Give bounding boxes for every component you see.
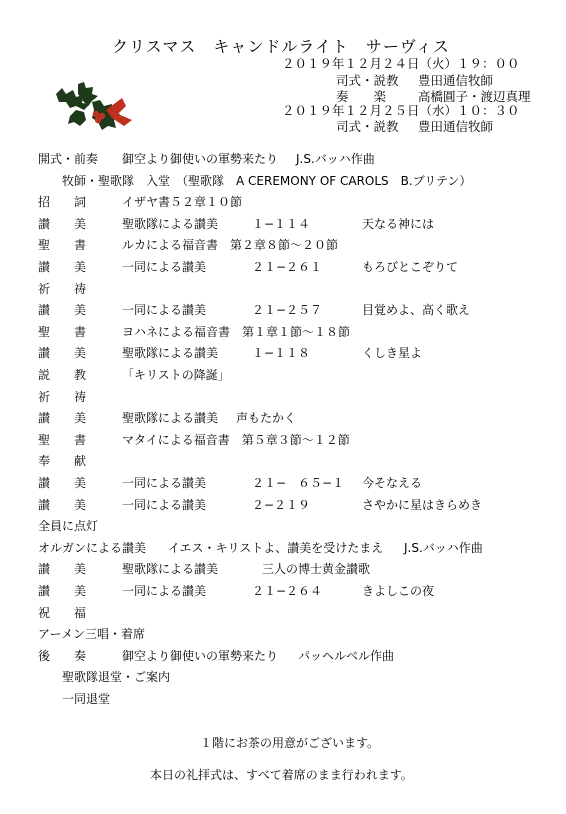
program-row (0, 388, 566, 406)
program-row (0, 236, 566, 254)
program-row (0, 690, 566, 708)
header-name-3: 豊田通信牧師 (418, 119, 494, 134)
program-row (0, 625, 566, 643)
program-row (0, 496, 566, 514)
program-row (0, 258, 566, 276)
program-label: アーメン三唱・着席 (38, 627, 146, 642)
program-row (0, 280, 566, 298)
program-row (0, 193, 566, 211)
program-label: 招 詞 (38, 195, 87, 210)
program-label: 讃 美 (38, 497, 87, 512)
program-row (0, 172, 566, 190)
program-desc: 聖歌隊による讃美 (122, 411, 219, 426)
page-title: クリスマス キャンドルライト サーヴィス (112, 37, 450, 56)
program-label: 聖 書 (38, 432, 87, 447)
program-label: 聖 書 (38, 324, 87, 339)
header-role-2: 奏 楽 (336, 89, 387, 104)
program-desc: 一同による讃美 (122, 260, 207, 274)
program-label: 讃 美 (38, 346, 87, 361)
program-label: 開式・前奏 (38, 152, 99, 166)
program-row (0, 517, 566, 535)
program-row (0, 560, 566, 578)
program-desc: 聖歌隊による讃美 (122, 216, 219, 231)
program-num: 三人の博士黄金讃歌 (262, 562, 371, 577)
program-label: 讃 美 (38, 411, 87, 426)
program-label: 祈 祷 (38, 281, 87, 296)
program-desc: 一同による讃美 (122, 303, 207, 318)
header-date-2: ２０１９年１２月２５日（水）１０：３０ (282, 103, 520, 118)
program-desc: イエス・キリストよ、讃美を受けたまえ (168, 540, 384, 555)
program-num: １−１１４ (252, 216, 311, 231)
program-desc: イザヤ書５２章１０節 (122, 195, 243, 210)
program-desc: マタイによる福音書 第５章３節〜１２節 (122, 432, 350, 447)
program-hymn: さやかに星はきらめき (362, 497, 483, 512)
program-label: 祈 祷 (38, 389, 87, 404)
program-num: ２１− ６５−１ (252, 476, 345, 490)
program-hymn: J.S.バッハ作曲 (296, 152, 375, 166)
program-hymn: パッヘルベル作曲 (298, 648, 395, 663)
program-desc: 一同による讃美 (122, 497, 207, 512)
program-row (0, 344, 566, 362)
program-desc: 御空より御使いの軍勢来たり (122, 648, 279, 663)
program-hymn: J.S.バッハ作曲 (404, 540, 483, 555)
program-label: 全員に点灯 (38, 519, 99, 534)
program-hymn: 天なる神には (362, 216, 435, 231)
program-label: 祝 福 (38, 605, 87, 620)
header-name-2: 高橋圓子・渡辺真理 (418, 89, 531, 104)
program-desc: 一同による讃美 (122, 476, 207, 490)
program-desc: 牧師・聖歌隊 入堂 （聖歌隊 A CEREMONY OF CAROLS B.ブリテン） (62, 173, 472, 188)
program-desc: 御空より御使いの軍勢来たり (122, 152, 279, 166)
program-label: 説 教 (38, 368, 87, 382)
program-num: ２−２１９ (252, 497, 311, 512)
program-num: ２１−２５７ (252, 303, 323, 318)
program-label: 讃 美 (38, 260, 87, 274)
program-hymn: もろびとこぞりて (362, 260, 459, 274)
program-hymn: きよしこの夜 (362, 584, 435, 598)
program-desc: 一同による讃美 (122, 584, 207, 598)
header-role-1: 司式・説教 (336, 73, 399, 88)
program-desc: 聖歌隊による讃美 (122, 346, 219, 361)
program-desc: 「キリストの降誕」 (122, 368, 230, 382)
program-num: 声もたかく (236, 411, 297, 426)
program-label: 讃 美 (38, 303, 87, 318)
program-num: ２１−２６１ (252, 260, 323, 274)
program-label: オルガンによる讃美 (38, 540, 147, 555)
header-role-3: 司式・説教 (336, 119, 399, 134)
program-label: 讃 美 (38, 476, 87, 490)
program-row (0, 604, 566, 622)
program-desc: 一同退堂 (62, 692, 111, 706)
program-row (0, 431, 566, 449)
program-row (0, 668, 566, 686)
program-desc: ヨハネによる福音書 第１章１節〜１８節 (122, 324, 351, 339)
holly-icon (48, 80, 138, 142)
program-row (0, 215, 566, 233)
program-label: 後 奏 (38, 648, 87, 663)
program-hymn: 目覚めよ、高く歌え (362, 303, 471, 318)
header-name-1: 豊田通信牧師 (418, 73, 494, 88)
program-desc: 聖歌隊による讃美 (122, 562, 219, 577)
program-row (0, 647, 566, 665)
program-label: 讃 美 (38, 584, 87, 598)
program-row (0, 366, 566, 384)
program-hymn: 今そなえる (362, 476, 423, 490)
program-label: 讃 美 (38, 216, 87, 231)
program-desc: ルカによる福音書 第２章８節〜２０節 (122, 238, 339, 253)
program-row (0, 301, 566, 319)
program-num: ２１−２６４ (252, 584, 323, 598)
header-date-1: ２０１９年１２月２４日（火）１９：００ (282, 56, 520, 71)
program-row (0, 452, 566, 470)
program-label: 奉 献 (38, 454, 87, 469)
program-num: １−１１８ (252, 346, 311, 361)
footer-note: 本日の礼拝式は、すべて着席のまま行われます。 (150, 768, 413, 782)
program-row (0, 150, 566, 168)
program-row (0, 582, 566, 600)
program-row (0, 539, 566, 557)
program-label: 讃 美 (38, 562, 87, 577)
program-row (0, 409, 566, 427)
program-row (0, 474, 566, 492)
program-hymn: くしき星よ (362, 346, 423, 361)
program-row (0, 323, 566, 341)
program-desc: 聖歌隊退堂・ご案内 (62, 670, 171, 685)
footer-tea: １階にお茶の用意がございます。 (200, 736, 380, 750)
program-label: 聖 書 (38, 238, 87, 253)
